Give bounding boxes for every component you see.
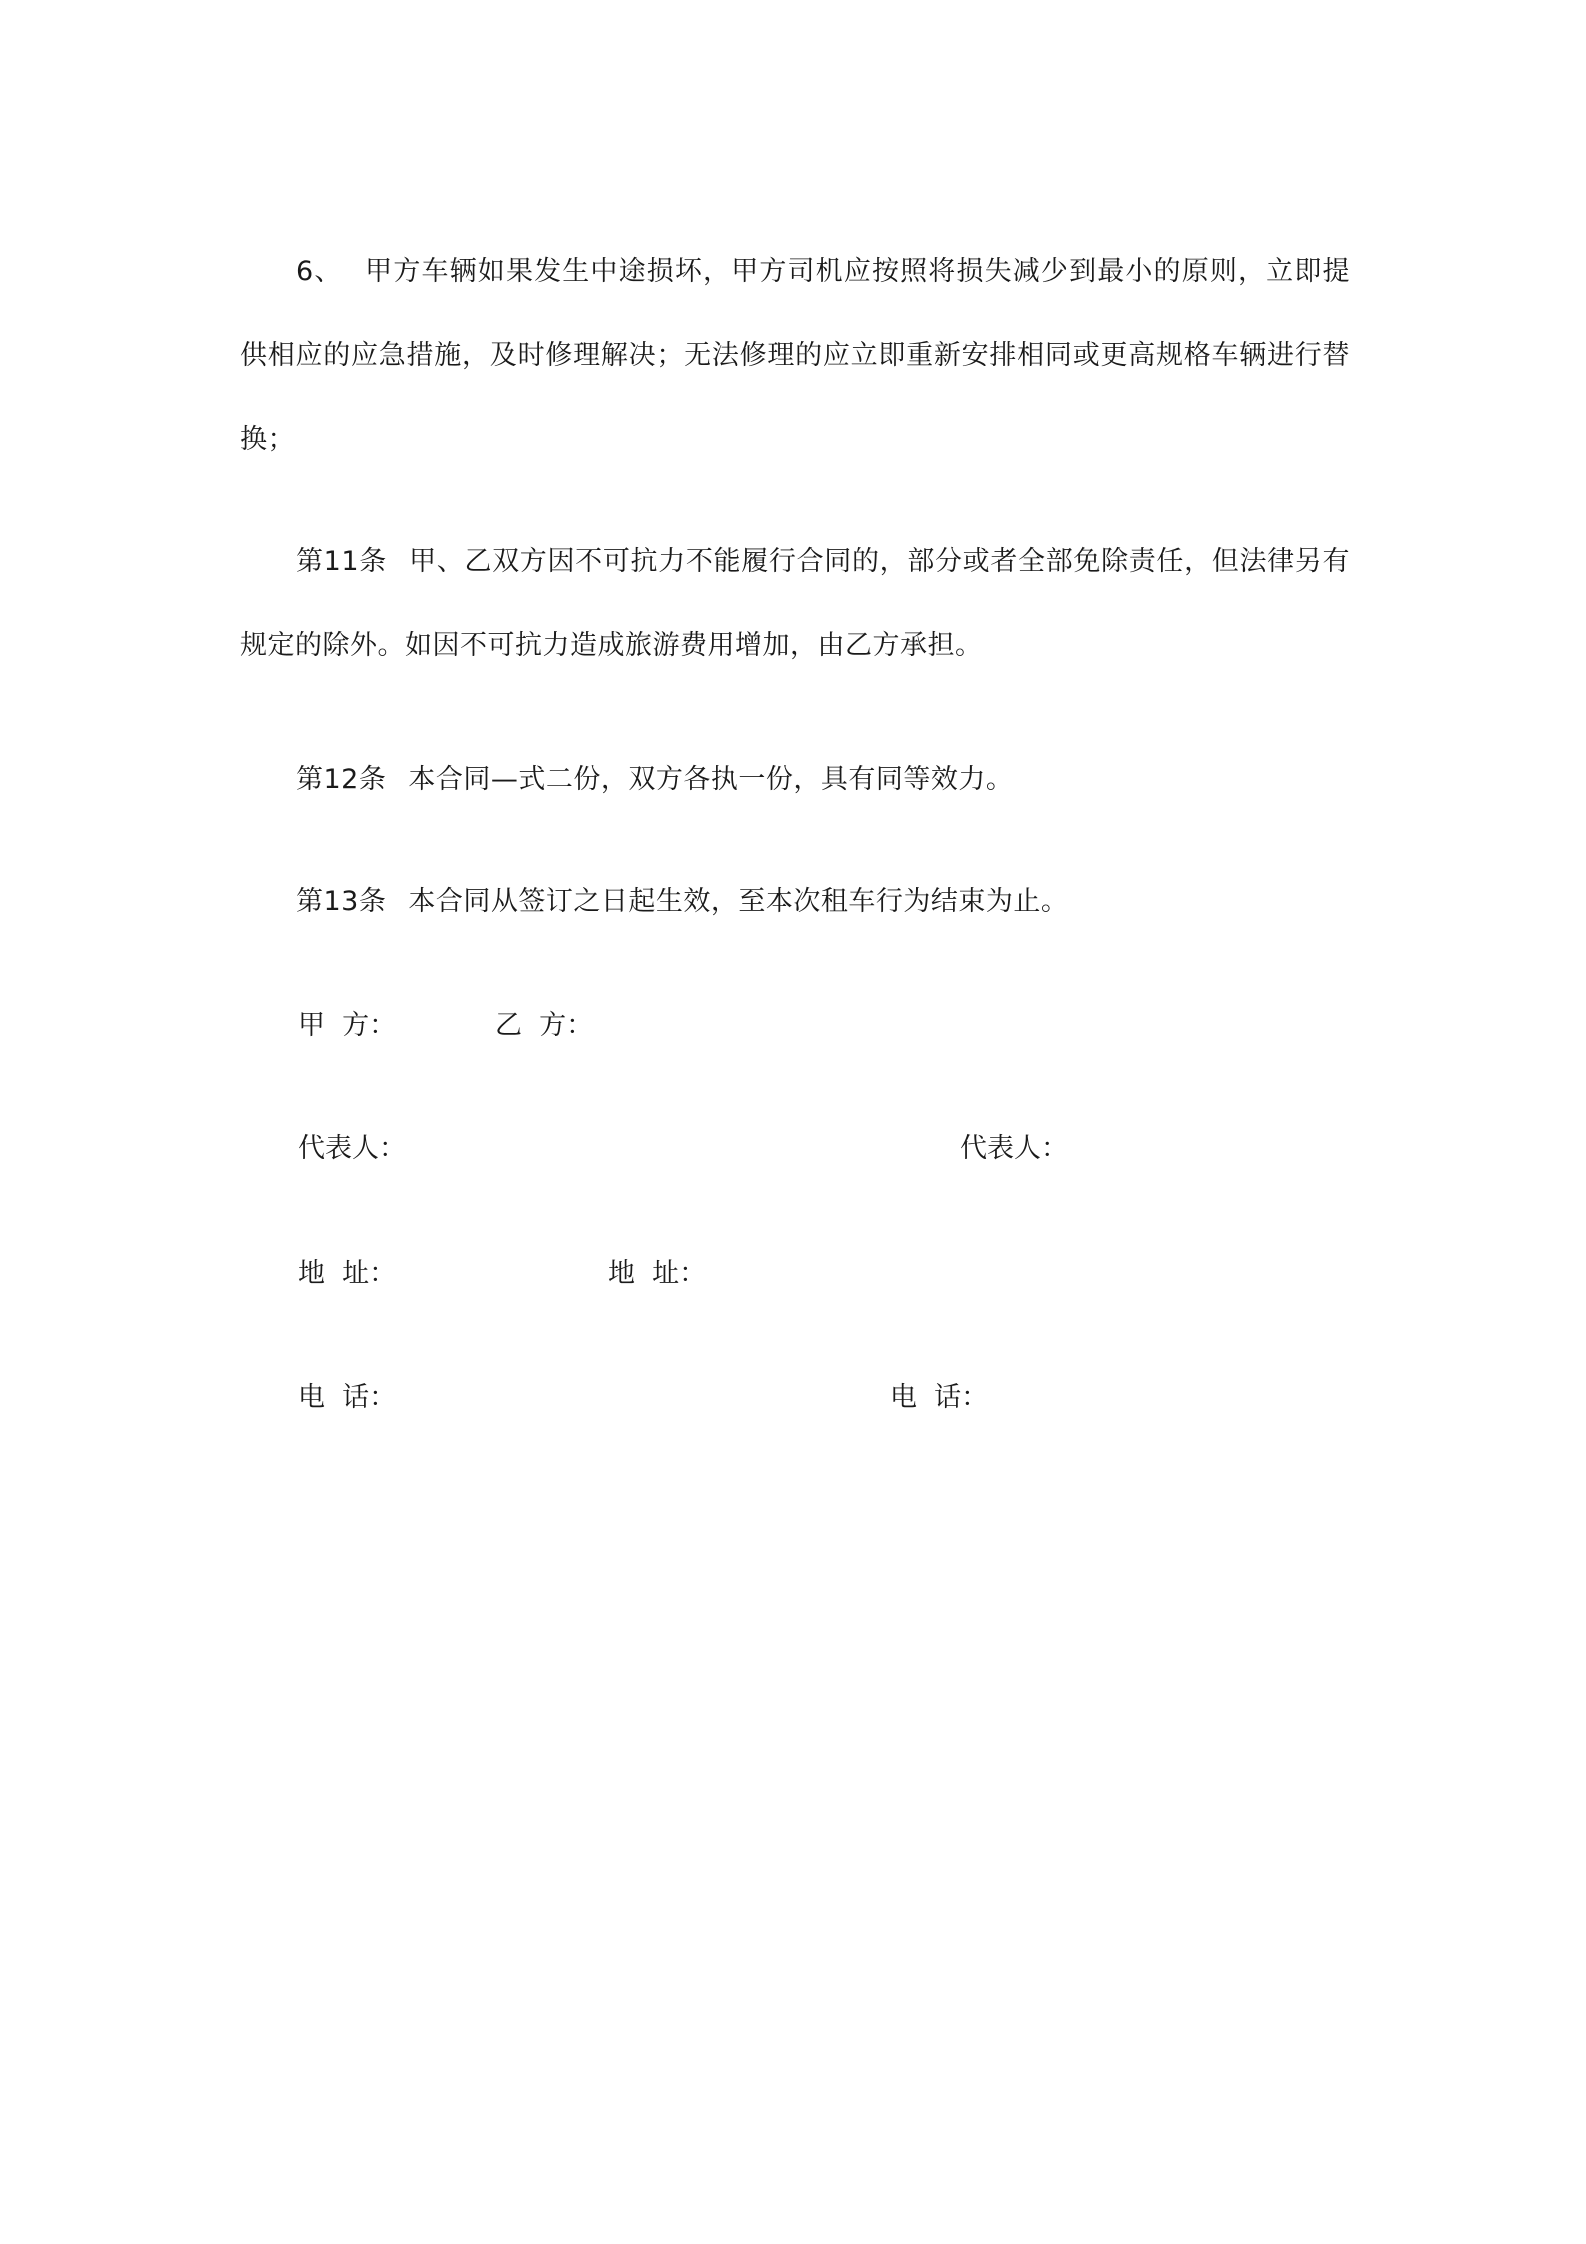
party-b-label: 乙 方： <box>495 1010 594 1041</box>
representative-a-label: 代表人： <box>298 1133 406 1164</box>
article-12 <box>240 738 1350 822</box>
clause-6 <box>240 230 1350 482</box>
phone-a-label: 电 话： <box>298 1382 397 1413</box>
article-13 <box>240 860 1350 944</box>
article-11-number: 第11条 <box>296 546 387 577</box>
article-12-text: 本合同—式二份，双方各执一份，具有同等效力。 <box>408 764 1014 795</box>
article-11 <box>240 520 1350 688</box>
representative-b-label: 代表人： <box>960 1133 1068 1164</box>
party-a-label: 甲 方： <box>298 1010 397 1041</box>
phone-b-label: 电 话： <box>890 1382 989 1413</box>
article-13-text: 本合同从签订之日起生效，至本次租车行为结束为止。 <box>408 886 1069 917</box>
article-11-text: 甲、乙双方因不可抗力不能履行合同的，部分或者全部免除责任，但法律另有规定的除外。如因不可抗力造成旅游费用增加，由乙方承担。 <box>240 546 1351 661</box>
article-12-number: 第12条 <box>296 764 387 795</box>
article-13-number: 第13条 <box>296 886 387 917</box>
address-b-label: 地 址： <box>608 1258 707 1289</box>
clause-6-text: 甲方车辆如果发生中途损坏，甲方司机应按照将损失减少到最小的原则，立即提供相应的应急措施，及时修理解决；无法修理的应立即重新安排相同或更高规格车辆进行替换； <box>240 256 1350 455</box>
address-a-label: 地 址： <box>298 1258 397 1289</box>
clause-6-number: 6、 <box>296 256 343 287</box>
